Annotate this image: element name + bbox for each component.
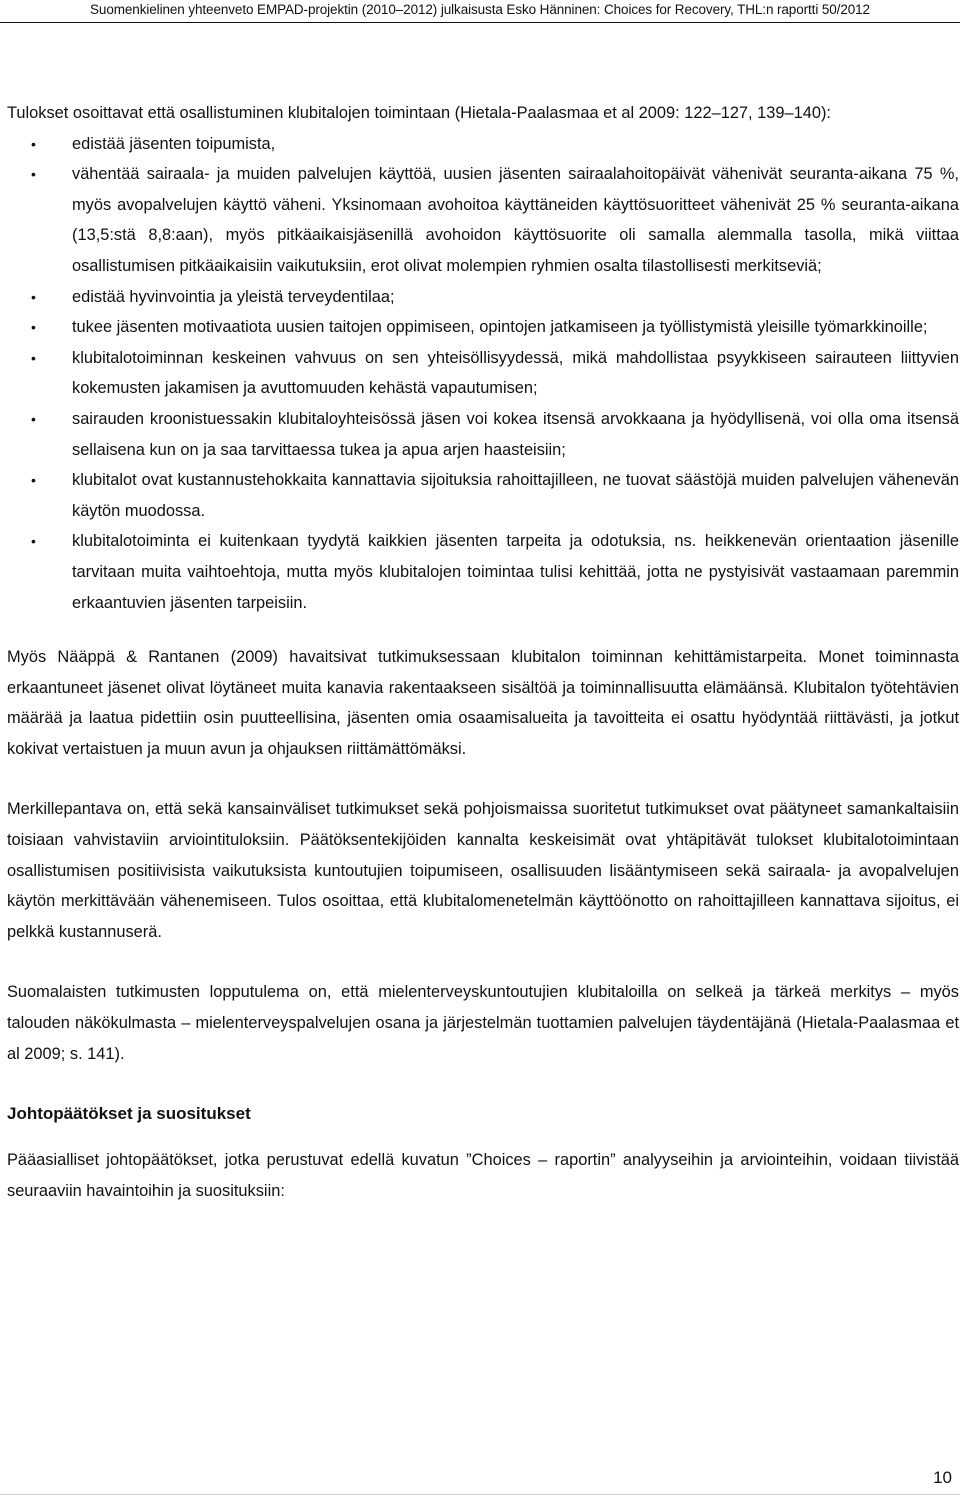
list-item: [7, 465, 959, 526]
bullet-icon: •: [31, 533, 36, 550]
intro-paragraph: Tulokset osoittavat että osallistuminen klubitalojen toimintaan (Hietala-Paalasmaa et al 2009: 122–127, 139–140):: [7, 104, 831, 122]
page-bottom-edge: [0, 1494, 960, 1495]
list-item-text: klubitalotoiminnan keskeinen vahvuus on sen yhteisöllisyydessä, mikä mahdollistaa psyykkiseen sairauteen liittyvien kokemusten jakamisen ja avuttomuuden kehästä vapautumisen;: [72, 348, 959, 398]
header-divider: [0, 22, 960, 23]
bullet-icon: •: [31, 349, 36, 366]
body-paragraph: Pääasialliset johtopäätökset, jotka perustuvat edellä kuvatun ”Choices – raportin” analyyseihin ja arviointeihin, voidaan tiivistää seuraaviin havaintoihin ja suosituksiin:: [7, 1151, 959, 1200]
section-heading: Johtopäätökset ja suositukset: [7, 1104, 251, 1124]
list-item-text: klubitalot ovat kustannustehokkaita kannattavia sijoituksia rahoittajilleen, ne tuovat säästöjä muiden palvelujen vähenevän käytön muodossa.: [72, 471, 959, 520]
bullet-icon: •: [31, 472, 36, 489]
page-number: 10: [933, 1468, 952, 1487]
bullet-icon: •: [31, 166, 36, 183]
list-item: [7, 526, 959, 618]
body-paragraph: Merkillepantava on, että sekä kansainväliset tutkimukset sekä pohjoismaissa suoritetut tutkimukset ovat päätyneet samankaltaisiin toisiaan vahvistaviin arviointituloksiin. Päätöksentekijöiden kannalta keskeisimät ovat yhtäpitävät tulokset klubitalotoimintaan osallistumisen positiivisista vaikutuksista kuntoutujien toipumiseen, osallisuuden lisääntymiseen sekä sairaala- ja avopalvelujen käytön merkittävään vähenemiseen. Tulos osoittaa, että klubitalomenetelmän käyttöönotto on rahoittajilleen kannattava sijoitus, ei pelkkä kustannuserä.: [7, 800, 959, 941]
list-item: [7, 343, 959, 404]
list-item-text: edistää hyvinvointia ja yleistä terveydentilaa;: [72, 287, 395, 306]
running-header: Suomenkielinen yhteenveto EMPAD-projektin (2010–2012) julkaisusta Esko Hänninen: Choices for Recovery, THL:n raportti 50/2012: [90, 2, 870, 17]
list-item-text: tukee jäsenten motivaatiota uusien taitojen oppimiseen, opintojen jatkamiseen ja työllistymistä yleisille työmarkkinoille;: [72, 318, 928, 337]
list-item: [7, 404, 959, 465]
list-item: [7, 312, 959, 343]
bullet-icon: •: [31, 319, 36, 336]
list-item-text: sairauden kroonistuessakin klubitaloyhteisössä jäsen voi kokea itsensä arvokkaana ja hyödyllisenä, voi olla oma itsensä sellaisena kun on ja saa tarvittaessa tukea ja apua arjen haasteisiin;: [72, 409, 959, 459]
list-item-text: klubitalotoiminta ei kuitenkaan tyydytä kaikkien jäsenten tarpeita ja odotuksia, ns. heikkenevän orientaation jäsenille tarvitaan muita vaihtoehtoja, mutta myös klubitalojen toimintaa tulisi kehittää, jotta ne pystyisivät vastaamaan paremmin erkaantuvien jäsenten tarpeisiin.: [72, 532, 959, 612]
body-paragraph: Suomalaisten tutkimusten lopputulema on, että mielenterveyskuntoutujien klubitaloilla on selkeä ja tärkeä merkitys – myös talouden näkökulmasta – mielenterveyspalvelujen osana ja järjestelmän tuottamien palvelujen täydentäjänä (Hietala-Paalasmaa et al 2009; s. 141).: [7, 983, 959, 1063]
list-item-text: edistää jäsenten toipumista,: [72, 134, 276, 153]
body-paragraph: Myös Nääppä & Rantanen (2009) havaitsivat tutkimuksessaan klubitalon toiminnan kehittämistarpeita. Monet toiminnasta erkaantuneet jäsenet olivat löytäneet muita kanavia rakentaakseen sisältöä ja toiminnallisuutta elämäänsä. Klubitalon työtehtävien määrää ja laatua pidettiin osin puutteellisina, jäsenten omia osaamisalueita ja tavoitteita ei osattu hyödyntää riittävästi, ja jotkut kokivat vertaistuen ja muun avun ja ohjauksen riittämättömäksi.: [7, 648, 959, 758]
bullet-icon: •: [31, 135, 36, 152]
page-content: [7, 98, 959, 1206]
results-bullet-list: [7, 129, 959, 619]
list-item: [7, 129, 959, 160]
list-item: [7, 282, 959, 313]
bullet-icon: •: [31, 410, 36, 427]
bullet-icon: •: [31, 288, 36, 305]
list-item: [7, 159, 959, 281]
list-item-text: vähentää sairaala- ja muiden palvelujen käyttöä, uusien jäsenten sairaalahoitopäivät vähenivät seuranta-aikana 75 %, myös avopalvelujen käyttö väheni. Yksinomaan avohoitoa käyttäneiden käyttösuoritteet vähenivät 25 % seuranta-aikana (13,5:stä 8,8:aan), myös pitkäaikaisjäsenillä avohoidon käyttösuorite oli samalla alemmalla tasolla, mikä viittaa osallistumisen pitkäaikaisiin vaikutuksiin, erot olivat molempien ryhmien osalta tilastollisesti merkitseviä;: [72, 165, 959, 275]
